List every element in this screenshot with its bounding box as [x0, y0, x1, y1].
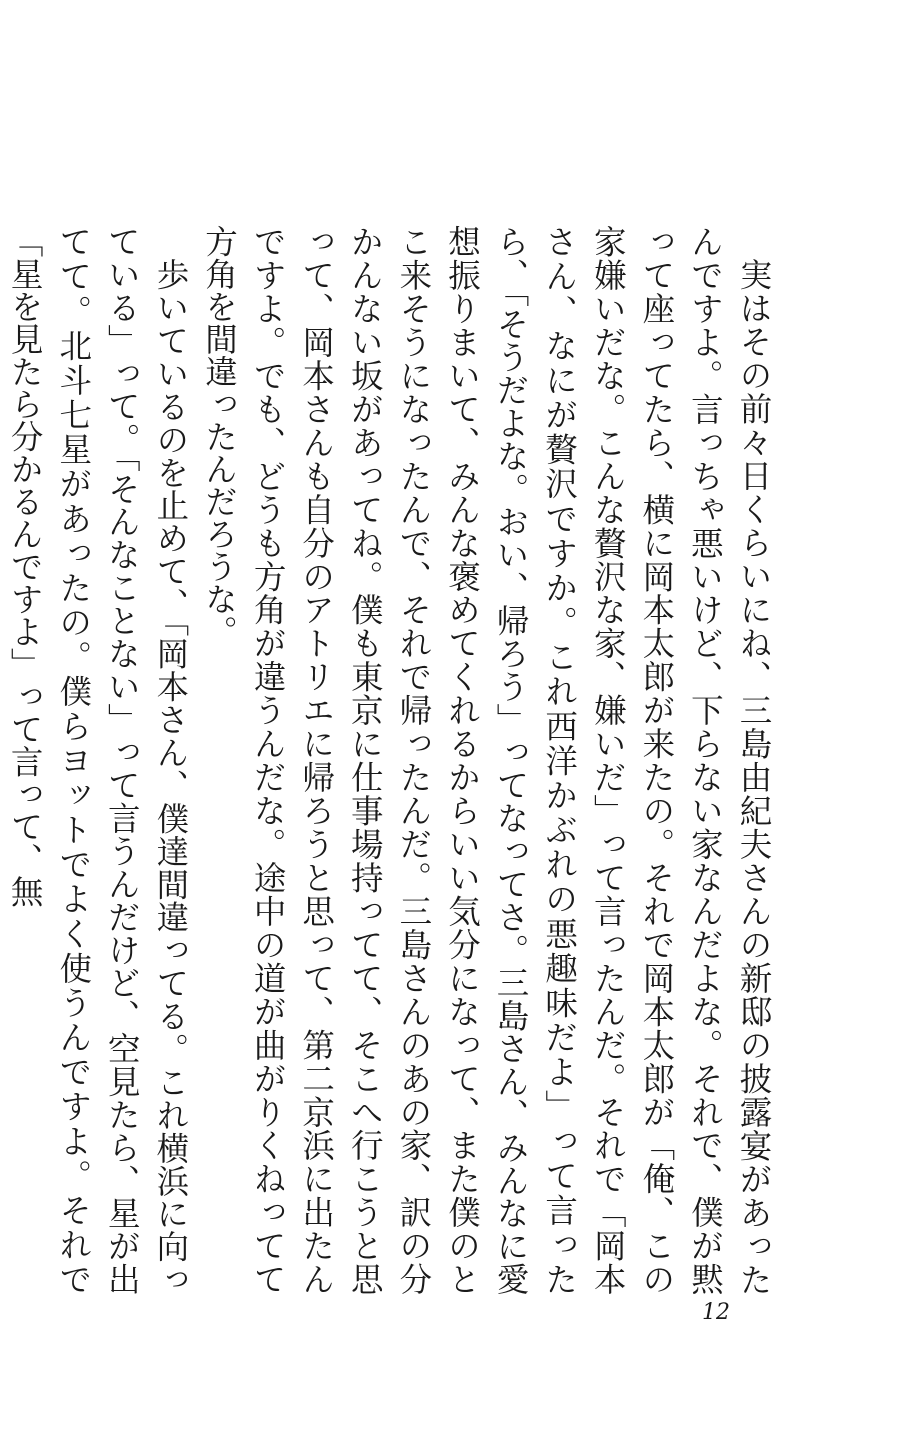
paragraph-1: 実はその前々日くらいにね、三島由紀夫さんの新邸の披露宴があったんですよ。言っちゃ悪いけど、下らない家なんだよな。それで、僕が黙って座ってたら、横に岡本太郎が来たの。それで岡本太郎が「俺、この家嫌いだな。こんな贅沢な家、嫌いだ」って言ったんだ。それで「岡本さん、なにが贅沢ですか。これ西洋かぶれの悪趣味だよ」って言ったら、「そうだよな。おい、帰ろう」ってなってさ。三島さん、みんなに愛想振りまいて、みんな褒めてくれるからいい気分になって、また僕のとこ来そうになったんで、それで帰ったんだ。三島さんのあの家、訳の分かんない坂があってね。僕も東京に仕事場持ってて、そこへ行こうと思って、岡本さんも自分のアトリエに帰ろうと思って、第二京浜に出たんですよ。でも、どうも方角が違うんだな。途中の道が曲がりくねってて方角を間違ったんだろうな。 [200, 225, 773, 1295]
vertical-text-block [1, 225, 779, 1295]
paragraph-2: 歩いているのを止めて、「岡本さん、僕達間違ってる。これ横浜に向っている」って。「そんなことない」って言うんだけど、空見たら、星が出てて。北斗七星があったの。僕らヨットでよく使うんですよ。それで「星を見たら分かるんですよ」って言って、無 [6, 225, 190, 1295]
page-number: 12 [702, 1300, 730, 1325]
